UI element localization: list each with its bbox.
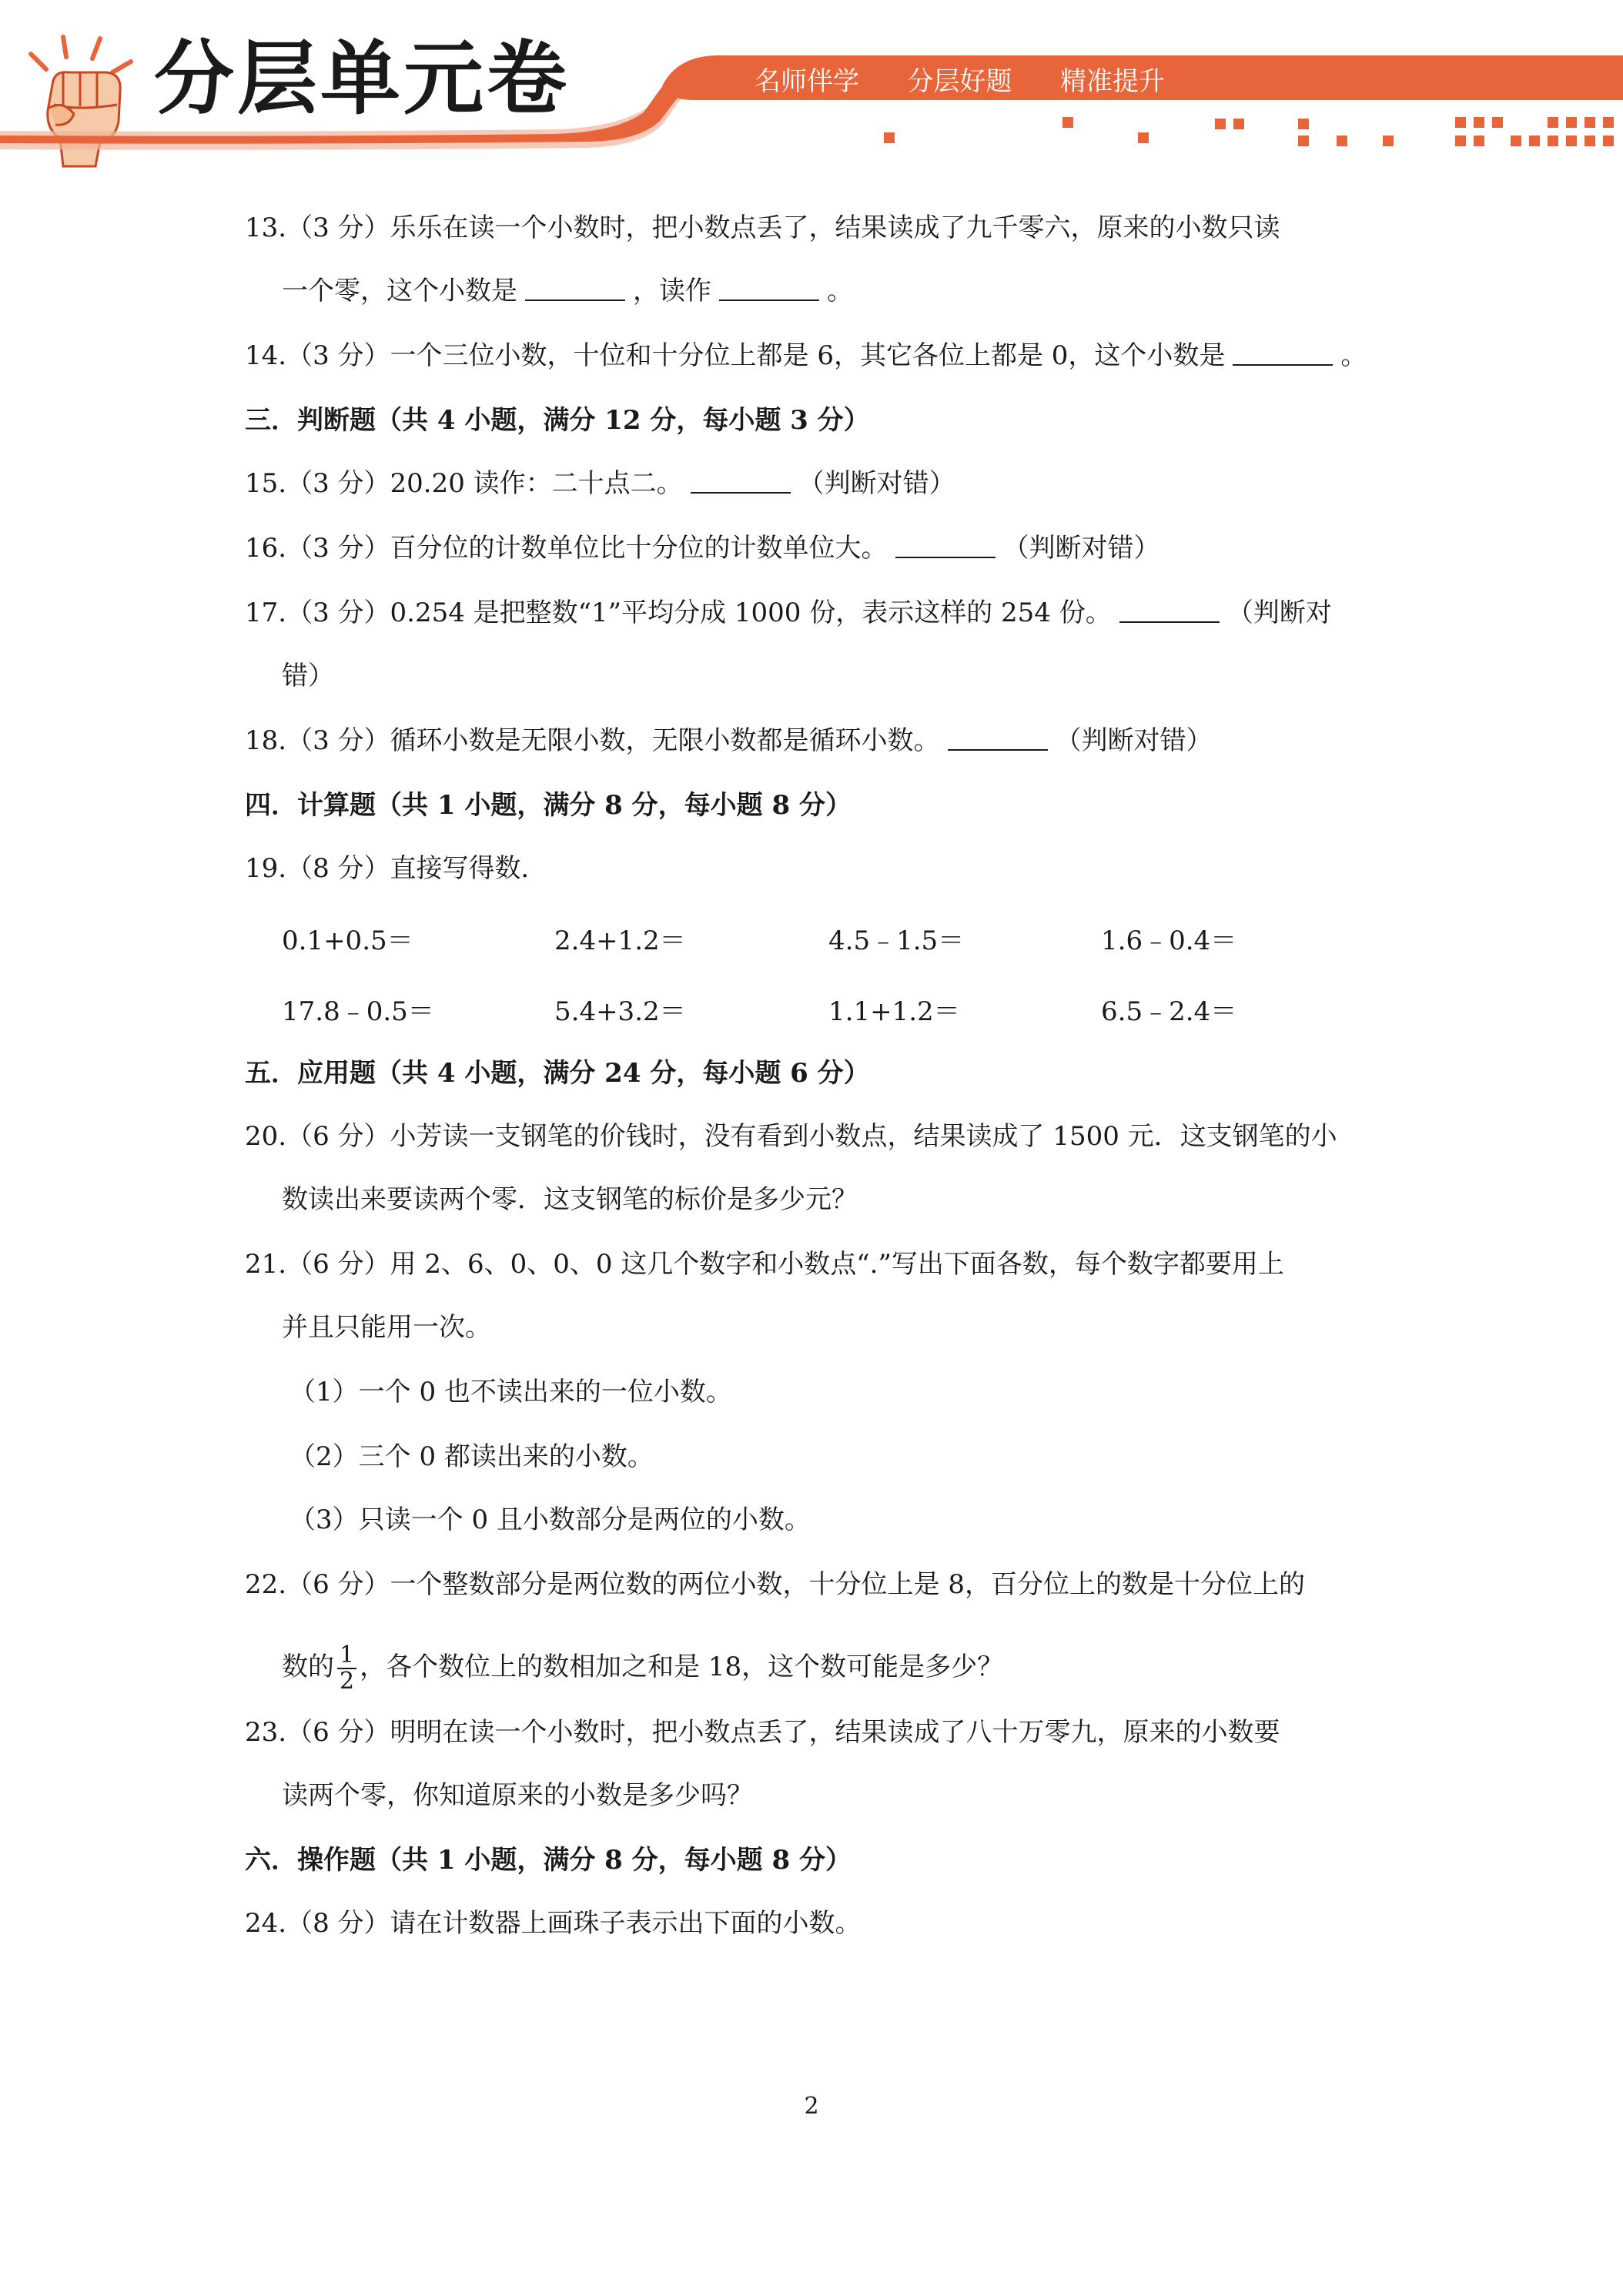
- brand-title: 分层单元卷: [154, 32, 571, 126]
- q18-line: [245, 724, 1213, 758]
- q17-line1: [245, 596, 1332, 630]
- q15-hint: （判断对错）: [798, 468, 955, 499]
- q15-line: [245, 467, 955, 500]
- q22-text-b: ，各个数位上的数相加之和是 18，这个数可能是多少？: [360, 1652, 1004, 1682]
- q20-line1: 20.（6 分）小芳读一支钢笔的价钱时，没有看到小数点，结果读成了 1500 元．这支钢笔的小: [245, 1121, 1337, 1152]
- q17-hint: （判断对: [1226, 597, 1332, 628]
- calc-2-2: 5.4+3.2＝: [554, 996, 686, 1027]
- q21-sub3: （3）只读一个 0 且小数部分是两位的小数。: [289, 1504, 811, 1535]
- calc-1-3: 4.5﹣1.5＝: [828, 925, 965, 956]
- q13-line2: [282, 274, 853, 308]
- q14-line: [245, 339, 1367, 373]
- q17-line2: 错）: [282, 661, 334, 691]
- q16-text: 16.（3 分）百分位的计数单位比十分位的计数单位大。: [245, 533, 888, 564]
- q13-answer-blank-2[interactable]: [719, 276, 819, 301]
- q23-line1: 23.（6 分）明明在读一个小数时，把小数点丢了，结果读成了八十万零九，原来的小数要: [245, 1717, 1280, 1748]
- header-slogan: 名师伴学 分层好题 精准提升: [755, 66, 1165, 97]
- q22-line1: 22.（6 分）一个整数部分是两位数的两位小数，十分位上是 8，百分位上的数是十分位上的: [245, 1569, 1305, 1600]
- q16-answer-blank[interactable]: [895, 534, 996, 558]
- q17-answer-blank[interactable]: [1119, 598, 1220, 623]
- q14-answer-blank[interactable]: [1233, 341, 1333, 366]
- q21-line2: 并且只能用一次。: [282, 1312, 491, 1343]
- q13-line1: 13.（3 分）乐乐在读一个小数时，把小数点丢了，结果读成了九千零六，原来的小数只读: [245, 213, 1280, 243]
- calc-1-1: 0.1+0.5＝: [282, 925, 413, 956]
- q16-line: [245, 531, 1160, 565]
- section-5-heading: 五．应用题（共 4 小题，满分 24 分，每小题 6 分）: [245, 1058, 870, 1089]
- q17-text: 17.（3 分）0.254 是把整数“1”平均分成 1000 份，表示这样的 254 份。: [245, 597, 1112, 628]
- calc-1-2: 2.4+1.2＝: [554, 925, 686, 956]
- q14-end: 。: [1340, 340, 1367, 371]
- section-3-heading: 三．判断题（共 4 小题，满分 12 分，每小题 3 分）: [245, 405, 870, 436]
- q20-line2: 数读出来要读两个零．这支钢笔的标价是多少元？: [282, 1184, 858, 1215]
- q23-line2: 读两个零，你知道原来的小数是多少吗？: [282, 1780, 753, 1811]
- calc-2-1: 17.8﹣0.5＝: [282, 996, 434, 1027]
- q21-sub2: （2）三个 0 都读出来的小数。: [289, 1441, 654, 1472]
- q14-text: 14.（3 分）一个三位小数，十位和十分位上都是 6，其它各位上都是 0，这个小数是: [245, 340, 1226, 371]
- page-number: 2: [804, 2093, 819, 2120]
- q15-answer-blank[interactable]: [691, 469, 791, 494]
- q22-fraction-numerator: 1: [337, 1643, 356, 1669]
- q16-hint: （判断对错）: [1002, 533, 1160, 564]
- calc-2-3: 1.1+1.2＝: [828, 996, 960, 1027]
- calc-1-4: 1.6﹣0.4＝: [1101, 925, 1237, 956]
- q18-text: 18.（3 分）循环小数是无限小数，无限小数都是循环小数。: [245, 725, 940, 756]
- q22-fraction-denominator: 2: [340, 1668, 355, 1695]
- q18-answer-blank[interactable]: [948, 726, 1048, 751]
- q21-sub1: （1）一个 0 也不读出来的一位小数。: [289, 1377, 732, 1407]
- page-header: [0, 0, 1623, 169]
- section-4-heading: 四．计算题（共 1 小题，满分 8 分，每小题 8 分）: [245, 790, 852, 821]
- q19-line: 19.（8 分）直接写得数．: [245, 853, 547, 884]
- q15-text: 15.（3 分）20.20 读作：二十点二。: [245, 468, 683, 499]
- q22-text-a: 数的: [282, 1652, 334, 1682]
- q22-line2: [282, 1643, 1003, 1694]
- q13-text-a: 一个零，这个小数是: [282, 276, 517, 306]
- q21-line1: 21.（6 分）用 2、6、0、0、0 这几个数字和小数点“.”写出下面各数，每个数字都要用上: [245, 1249, 1284, 1280]
- q18-hint: （判断对错）: [1055, 725, 1213, 756]
- q22-fraction: [337, 1643, 356, 1694]
- q13-text-b: ，读作: [633, 276, 711, 306]
- q24-line: 24.（8 分）请在计数器上画珠子表示出下面的小数。: [245, 1908, 862, 1939]
- calc-2-4: 6.5﹣2.4＝: [1101, 996, 1237, 1027]
- q13-text-c: 。: [827, 276, 853, 306]
- q13-answer-blank-1[interactable]: [525, 276, 625, 301]
- section-6-heading: 六．操作题（共 1 小题，满分 8 分，每小题 8 分）: [245, 1845, 852, 1876]
